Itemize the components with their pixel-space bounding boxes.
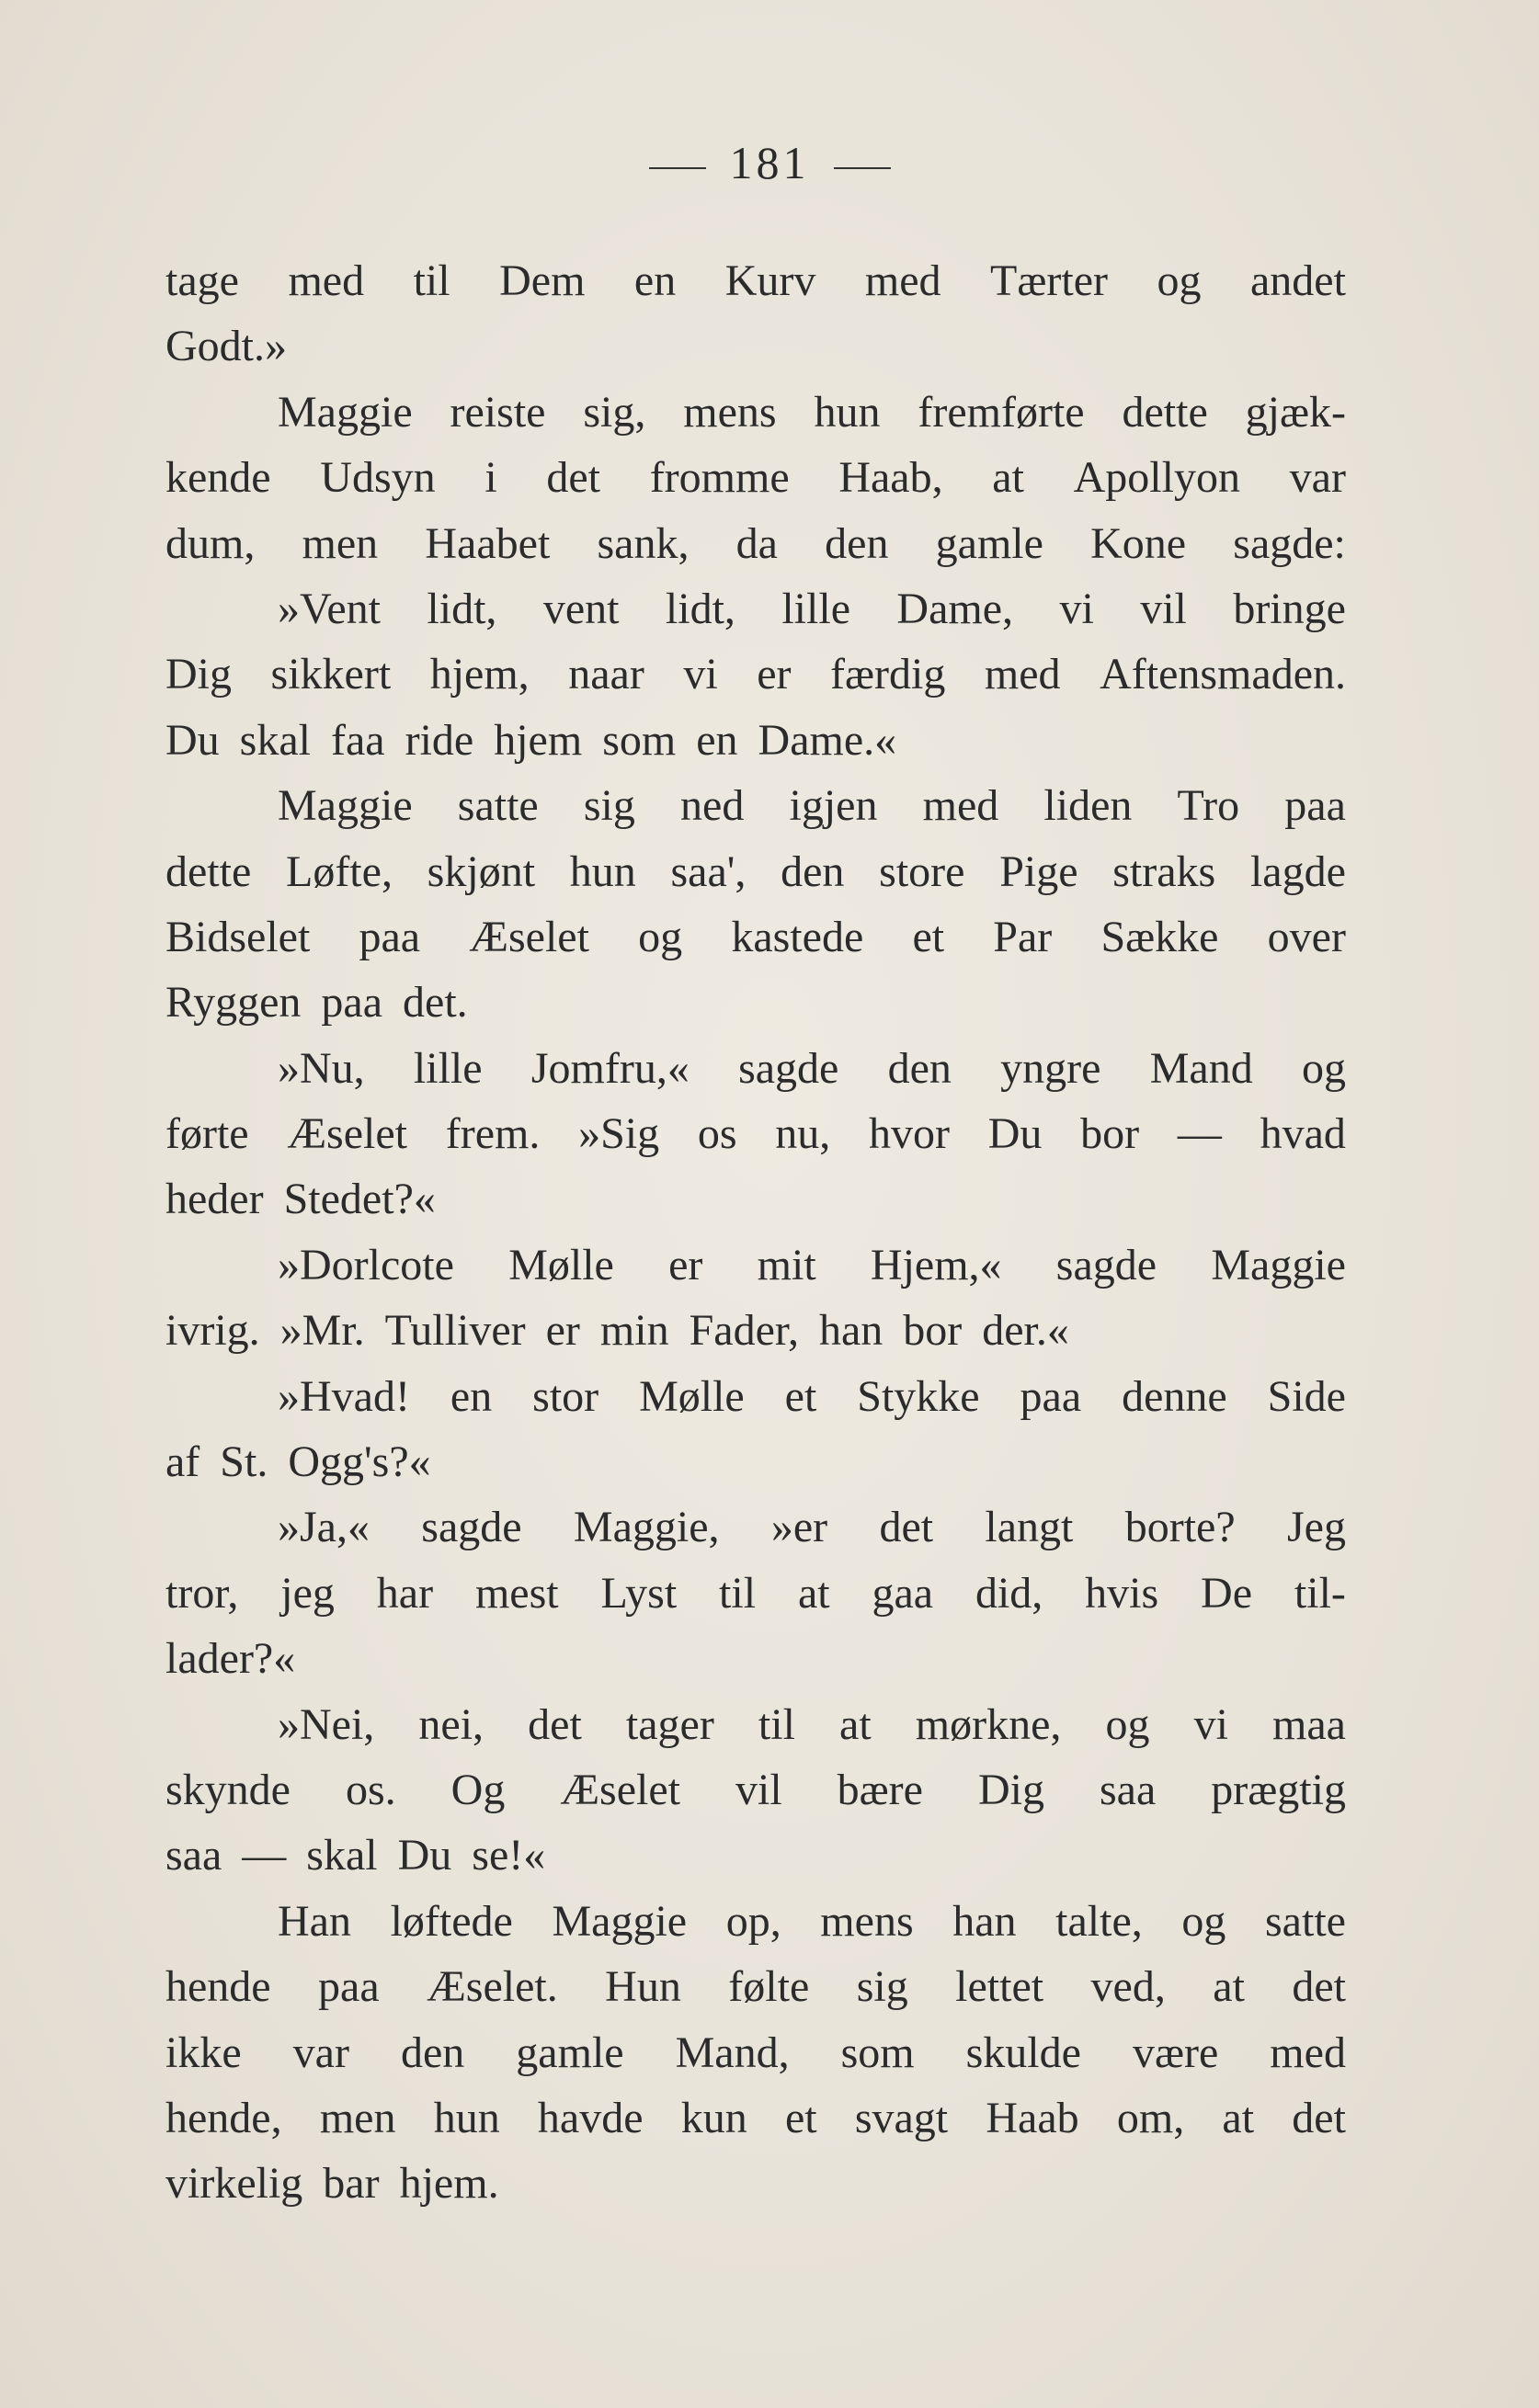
word: paa	[321, 978, 383, 1028]
word: at	[1222, 2093, 1255, 2142]
word: naar	[568, 650, 644, 699]
word: sagde:	[1233, 518, 1346, 568]
word: Jeg	[1286, 1503, 1346, 1552]
word: bar	[323, 2159, 380, 2209]
text-line	[165, 1561, 1346, 1626]
text-line	[165, 1757, 1346, 1823]
word: Side	[1267, 1371, 1346, 1421]
word: andet	[1249, 256, 1346, 305]
word: kun	[680, 2093, 747, 2142]
word: sig,	[583, 387, 646, 437]
word: op,	[725, 1896, 781, 1946]
word: hjem,	[429, 650, 530, 699]
word: Og	[450, 1765, 506, 1814]
word: borte?	[1124, 1503, 1236, 1552]
word: Ryggen	[165, 978, 302, 1028]
word: Bidselet	[165, 912, 311, 961]
word: Maggie	[552, 1896, 688, 1946]
word: hvis	[1085, 1568, 1159, 1618]
word: Jomfru,«	[530, 1043, 690, 1093]
word: Apollyon	[1073, 453, 1240, 503]
word: mens	[683, 387, 777, 437]
word: Maggie	[1211, 1240, 1346, 1289]
word: lagde	[1249, 846, 1346, 896]
word: Maggie	[278, 781, 413, 831]
word: hun	[433, 2093, 500, 2142]
word: løftede	[390, 1896, 513, 1946]
word: Du	[987, 1109, 1043, 1159]
word: gjæk-	[1245, 387, 1346, 437]
body-text	[165, 248, 1346, 2217]
word: lille	[781, 584, 850, 633]
page-header	[0, 136, 1539, 189]
word: Tulliver	[384, 1306, 526, 1356]
word: er	[545, 1306, 580, 1356]
word: en	[696, 715, 738, 765]
word: vil	[1140, 584, 1187, 633]
word: Mand,	[675, 2027, 790, 2077]
word: Mand	[1149, 1043, 1253, 1093]
word: dette	[165, 846, 252, 896]
word: bære	[837, 1765, 923, 1814]
word: færdig	[830, 650, 946, 699]
text-line	[165, 2151, 1346, 2216]
word: »er	[770, 1503, 828, 1552]
text-line	[165, 708, 1346, 773]
word: være	[1132, 2027, 1219, 2077]
word: om,	[1116, 2093, 1185, 2142]
word: det	[528, 1699, 582, 1749]
word: lille	[413, 1043, 483, 1093]
word: tager	[625, 1699, 714, 1749]
word: Mølle	[508, 1240, 614, 1289]
word: en	[450, 1371, 493, 1421]
word: fromme	[649, 453, 790, 503]
word: lidt,	[665, 584, 735, 633]
word: igjen	[789, 781, 878, 831]
word: prægtig	[1211, 1765, 1346, 1814]
word: De	[1201, 1568, 1253, 1618]
word: Haab	[986, 2093, 1079, 2142]
word: Hun	[605, 1962, 681, 2012]
word: nu,	[775, 1109, 831, 1159]
text-line	[165, 1232, 1346, 1298]
word: Lyst	[600, 1568, 678, 1618]
text-line	[165, 839, 1346, 904]
word: langt	[985, 1503, 1074, 1552]
word: og	[1157, 256, 1202, 305]
word: talte,	[1055, 1896, 1143, 1946]
word: »Sig	[578, 1109, 660, 1159]
word: mens	[820, 1896, 914, 1946]
word: den	[400, 2027, 465, 2077]
word: har	[376, 1568, 434, 1618]
word: var	[292, 2027, 349, 2077]
word: den	[781, 846, 845, 896]
word: Æselet	[469, 912, 589, 961]
word: Dig	[977, 1765, 1044, 1814]
text-line	[165, 773, 1346, 838]
word: bringe	[1233, 584, 1346, 633]
word: ved,	[1090, 1962, 1166, 2012]
word: paa	[1020, 1371, 1082, 1421]
text-line	[165, 576, 1346, 642]
word: det	[1292, 1962, 1346, 2012]
word: bor	[1080, 1109, 1140, 1159]
word: det	[1292, 2093, 1346, 2142]
word: skjønt	[427, 846, 536, 896]
word: satte	[1265, 1896, 1346, 1946]
word: saa	[165, 1831, 222, 1880]
word: stor	[532, 1371, 599, 1421]
word: med	[288, 256, 365, 305]
word: det	[879, 1503, 934, 1552]
word: paa	[359, 912, 421, 961]
word: »Nu,	[278, 1043, 365, 1093]
text-line	[165, 380, 1346, 445]
word: mørkne,	[915, 1699, 1062, 1749]
page-number: 181	[729, 137, 810, 188]
word: hjem.	[399, 2159, 499, 2209]
word: Haabet	[425, 518, 551, 568]
word: Dig	[165, 650, 232, 699]
word: et	[784, 1371, 817, 1421]
text-line	[165, 970, 1346, 1035]
word: kende	[165, 453, 271, 503]
header-dash-right	[834, 167, 891, 169]
word: skal	[306, 1831, 378, 1880]
word: i	[484, 453, 497, 503]
word: straks	[1112, 846, 1216, 896]
word: men	[319, 2093, 396, 2142]
word: store	[879, 846, 965, 896]
word: at	[992, 453, 1024, 503]
word: »Nei,	[278, 1699, 375, 1749]
word: havde	[537, 2093, 644, 2142]
word: en	[633, 256, 677, 305]
text-line	[165, 2020, 1346, 2085]
word: til	[758, 1699, 795, 1749]
text-line	[165, 1889, 1346, 1954]
word: han	[818, 1306, 884, 1356]
text-line	[165, 904, 1346, 970]
word: dette	[1122, 387, 1208, 437]
word: er	[668, 1240, 703, 1289]
word: skal	[239, 715, 311, 765]
word: da	[735, 518, 778, 568]
header-dash-left	[649, 167, 706, 169]
word: os.	[345, 1765, 396, 1814]
word: Kurv	[724, 256, 816, 305]
word: Ogg's?«	[288, 1437, 431, 1487]
word: Tro	[1177, 781, 1240, 831]
word: hende,	[165, 2093, 282, 2142]
word: Haab,	[838, 453, 943, 503]
word: Æselet	[560, 1765, 680, 1814]
word: til	[719, 1568, 757, 1618]
word: vi	[1059, 584, 1094, 633]
word: det.	[403, 978, 468, 1028]
text-line	[165, 248, 1346, 313]
word: did,	[975, 1568, 1043, 1618]
text-line	[165, 1823, 1346, 1888]
word: Pige	[999, 846, 1078, 896]
word: svagt	[854, 2093, 949, 2142]
word: Udsyn	[320, 453, 436, 503]
word: Dame.«	[758, 715, 897, 765]
word: gamle	[516, 2027, 624, 2077]
word: Maggie	[278, 387, 413, 437]
word: »Ja,«	[278, 1503, 370, 1552]
word: ikke	[165, 2027, 242, 2077]
word: Fader,	[689, 1306, 799, 1356]
word: Maggie,	[573, 1503, 720, 1552]
word: hende	[165, 1962, 271, 2012]
word: jeg	[280, 1568, 335, 1618]
word: maa	[1272, 1699, 1346, 1749]
word: et	[912, 912, 945, 961]
word: Han	[278, 1896, 351, 1946]
word: mit	[757, 1240, 816, 1289]
word: saa	[1099, 1765, 1157, 1814]
word: vi	[1193, 1699, 1228, 1749]
word: til	[413, 256, 450, 305]
word: han	[952, 1896, 1017, 1946]
word: men	[302, 518, 379, 568]
word: ride	[405, 715, 474, 765]
word: Kone	[1090, 518, 1187, 568]
word: over	[1267, 912, 1346, 961]
text-line	[165, 1692, 1346, 1757]
word: lader?«	[165, 1634, 296, 1684]
word: sagde	[738, 1043, 839, 1093]
word: hun	[814, 387, 881, 437]
text-line	[165, 642, 1346, 707]
word: Løfte,	[286, 846, 393, 896]
word: som	[602, 715, 677, 765]
word: Sække	[1100, 912, 1219, 961]
word: sig	[856, 1962, 908, 2012]
word: den	[825, 518, 889, 568]
word: Stykke	[857, 1371, 980, 1421]
word: hun	[569, 846, 636, 896]
word: at	[839, 1699, 872, 1749]
word: lidt,	[427, 584, 497, 633]
word: paa	[318, 1962, 380, 2012]
word: min	[599, 1306, 669, 1356]
word: ivrig.	[165, 1306, 260, 1356]
word: er	[757, 650, 792, 699]
text-line	[165, 2085, 1346, 2151]
word: mest	[474, 1568, 559, 1618]
word: »Hvad!	[278, 1371, 410, 1421]
word: følte	[728, 1962, 810, 2012]
text-line	[165, 1494, 1346, 1560]
word: kastede	[731, 912, 864, 961]
word: »Vent	[278, 584, 381, 633]
word: et	[784, 2093, 817, 2142]
text-line	[165, 1298, 1346, 1363]
word: Du	[165, 715, 220, 765]
word: Tærter	[990, 256, 1108, 305]
word: med	[922, 781, 999, 831]
text-line	[165, 1954, 1346, 2019]
word: sikkert	[270, 650, 392, 699]
word: sank,	[597, 518, 690, 568]
word: lettet	[955, 1962, 1044, 2012]
word: heder	[165, 1175, 264, 1224]
word: med	[864, 256, 941, 305]
word: »Mr.	[279, 1306, 365, 1356]
word: St.	[220, 1437, 268, 1487]
word: Dem	[499, 256, 586, 305]
text-line	[165, 1429, 1346, 1494]
word: til-	[1294, 1568, 1346, 1618]
word: reiste	[450, 387, 546, 437]
word: som	[840, 2027, 915, 2077]
word: Par	[993, 912, 1053, 961]
word: Mølle	[639, 1371, 745, 1421]
word: »Dorlcote	[278, 1240, 454, 1289]
word: liden	[1043, 781, 1133, 831]
word: tage	[165, 256, 239, 305]
word: Stedet?«	[283, 1175, 436, 1224]
text-line	[165, 313, 1346, 379]
word: nei,	[418, 1699, 484, 1749]
word: Æselet	[287, 1109, 407, 1159]
word: hvad	[1260, 1109, 1346, 1159]
word: den	[887, 1043, 952, 1093]
word: Dame,	[896, 584, 1014, 633]
text-line	[165, 511, 1346, 576]
word: med	[1270, 2027, 1346, 2077]
word: der.«	[982, 1306, 1069, 1356]
word: at	[1213, 1962, 1245, 2012]
word: vil	[735, 1765, 782, 1814]
word: sagde	[1055, 1240, 1157, 1289]
word: hjem	[494, 715, 583, 765]
word: frem.	[445, 1109, 541, 1159]
word: satte	[457, 781, 539, 831]
text-line	[165, 1364, 1346, 1429]
word: yngre	[1000, 1043, 1101, 1093]
word: —	[1177, 1109, 1222, 1159]
word: paa	[1284, 781, 1346, 831]
word: og	[1181, 1896, 1226, 1946]
word: dum,	[165, 518, 256, 568]
word: vi	[683, 650, 718, 699]
word: og	[1105, 1699, 1150, 1749]
word: sagde	[421, 1503, 522, 1552]
word: tror,	[165, 1568, 239, 1618]
word: bor	[903, 1306, 963, 1356]
text-line	[165, 445, 1346, 510]
word: skynde	[165, 1765, 291, 1814]
word: virkelig	[165, 2159, 303, 2209]
word: sig	[583, 781, 635, 831]
word: Godt.»	[165, 322, 287, 371]
word: fremførte	[918, 387, 1085, 437]
word: saa',	[670, 846, 747, 896]
word: Æselet.	[427, 1962, 558, 2012]
word: Aftensmaden.	[1100, 650, 1346, 699]
word: gaa	[872, 1568, 934, 1618]
text-line	[165, 1036, 1346, 1101]
word: af	[165, 1437, 200, 1487]
word: se!«	[472, 1831, 546, 1880]
word: gamle	[935, 518, 1043, 568]
word: og	[1301, 1043, 1346, 1093]
word: skulde	[965, 2027, 1081, 2077]
word: var	[1289, 453, 1346, 503]
word: ned	[680, 781, 745, 831]
word: Hjem,«	[870, 1240, 1002, 1289]
word: at	[797, 1568, 830, 1618]
text-line	[165, 1166, 1346, 1232]
word: førte	[165, 1109, 249, 1159]
word: og	[638, 912, 683, 961]
word: faa	[331, 715, 385, 765]
word: med	[984, 650, 1061, 699]
word: —	[242, 1831, 287, 1880]
text-line	[165, 1626, 1346, 1691]
word: vent	[542, 584, 620, 633]
word: det	[546, 453, 600, 503]
word: hvor	[868, 1109, 950, 1159]
text-line	[165, 1101, 1346, 1166]
word: Du	[397, 1831, 452, 1880]
word: os	[697, 1109, 737, 1159]
word: denne	[1122, 1371, 1227, 1421]
